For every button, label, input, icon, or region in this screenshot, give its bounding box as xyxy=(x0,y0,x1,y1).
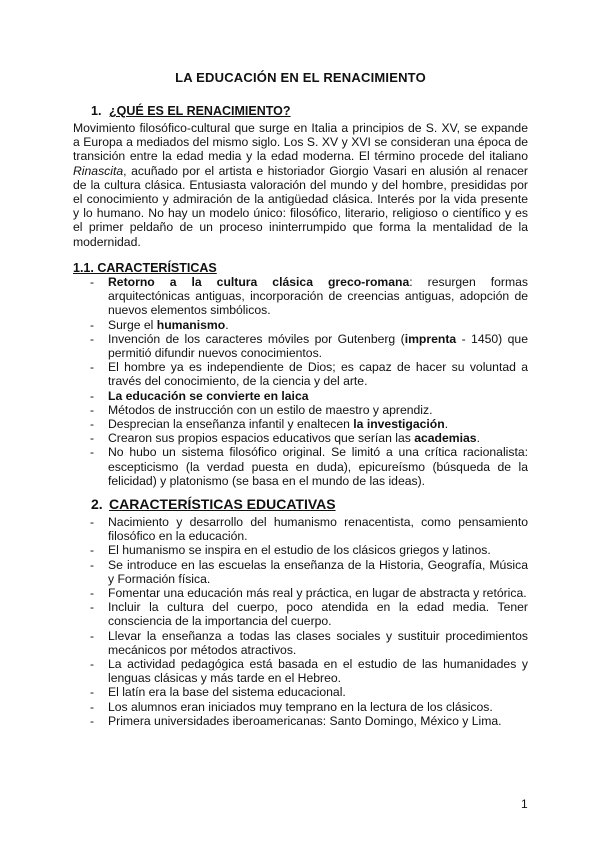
item-text: El hombre ya es independiente de Dios; es capaz de hacer su voluntad a través del conocimiento, de la ciencia y del arte. xyxy=(108,360,528,389)
list-item xyxy=(85,714,528,728)
bullet-dash: - xyxy=(90,402,95,417)
bullet-dash: - xyxy=(90,445,95,460)
section-1-title: ¿QUÉ ES EL RENACIMIENTO? xyxy=(109,104,291,118)
bullet-dash: - xyxy=(90,657,95,672)
bullet-dash: - xyxy=(90,388,95,403)
item-text: . xyxy=(225,317,229,332)
bullet-dash: - xyxy=(90,331,95,346)
list-item xyxy=(85,685,528,699)
bullet-dash: - xyxy=(90,515,95,529)
item-bold: humanismo xyxy=(156,317,226,332)
section-2-heading xyxy=(91,497,336,511)
list-item xyxy=(85,403,528,417)
item-bold: imprenta xyxy=(404,331,457,346)
bullet-dash: - xyxy=(90,417,95,432)
paragraph-text-b: , acuñado por el artista e historiador Giorgio Vasari en alusión al renacer de la cultura clásica. Entusiasta valoración del mundo y del hombre, presididas por el conocimiento y admiración de la antigüedad clásica. Interés por la vida presente y lo humano. No hay un modelo único: filosófico, literario, religioso o científico y es el primer peldaño de un proceso ininterrumpido que forma la mentalidad de la modernidad. xyxy=(73,163,528,249)
list-item xyxy=(85,700,528,714)
item-bold: La educación se convierte en laica xyxy=(108,388,309,403)
item-text: Surge el xyxy=(108,317,157,332)
list-item xyxy=(85,558,528,586)
educational-characteristics-list xyxy=(85,515,528,728)
list-item xyxy=(85,657,528,685)
list-item xyxy=(85,543,528,557)
bullet-dash: - xyxy=(90,275,95,289)
item-text: Nacimiento y desarrollo del humanismo renacentista, como pensamiento filosófico en la educación. xyxy=(108,515,528,544)
item-text: Métodos de instrucción con un estilo de maestro y aprendiz. xyxy=(108,402,433,417)
bullet-dash: - xyxy=(90,360,95,375)
list-item xyxy=(85,515,528,543)
document-title: LA EDUCACIÓN EN EL RENACIMIENTO xyxy=(175,70,426,85)
section-1-number: 1. xyxy=(91,104,102,118)
item-text: Desprecian la enseñanza infantil y enaltecen xyxy=(108,417,354,432)
paragraph-text-a: Movimiento filosófico-cultural que surge en Italia a principios de S. XV, se expande a Europa a mediados del mismo siglo. Los S. XV y XVI se consideran una época de transición entre la edad media y la edad moderna. El término procede del italiano xyxy=(73,121,528,164)
item-text: Incluir la cultura del cuerpo, poco atendida en la edad media. Tener consciencia de la importancia del cuerpo. xyxy=(108,600,528,629)
bullet-dash: - xyxy=(90,628,95,643)
list-item xyxy=(85,318,528,332)
paragraph-italic-term: Rinascita xyxy=(73,163,124,178)
bullet-dash: - xyxy=(90,685,95,700)
list-item xyxy=(85,332,528,360)
item-text: - 1450) que permitió difundir nuevos conocimientos. xyxy=(108,331,528,361)
item-bold: la investigación xyxy=(353,417,445,432)
item-text: . xyxy=(476,431,480,446)
item-text: Se introduce en las escuelas la enseñanza de la Historia, Geografía, Música y Formación física. xyxy=(108,557,528,586)
list-item xyxy=(85,600,528,628)
item-text: Fomentar una educación más real y práctica, en lugar de abstracta y retórica. xyxy=(108,586,527,601)
item-text: El latín era la base del sistema educacional. xyxy=(108,685,346,700)
page-number: 1 xyxy=(521,797,528,811)
item-text: : resurgen formas arquitectónicas antiguas, incorporación de creencias antiguas, adopción de nuevos elementos simbólicos. xyxy=(108,275,528,318)
list-item xyxy=(85,389,528,403)
list-item xyxy=(85,275,528,318)
bullet-dash: - xyxy=(90,713,95,728)
list-item xyxy=(85,586,528,600)
list-item xyxy=(85,417,528,431)
bullet-dash: - xyxy=(90,600,95,615)
section-2-number: 2. xyxy=(91,496,103,512)
bullet-dash: - xyxy=(90,431,95,446)
bullet-dash: - xyxy=(90,317,95,332)
item-bold: academias xyxy=(414,431,477,446)
list-item xyxy=(85,445,528,488)
item-text: Invención de los caracteres móviles por Gutenberg ( xyxy=(108,331,405,346)
list-item xyxy=(85,629,528,657)
item-text: . xyxy=(444,417,449,432)
bullet-dash: - xyxy=(90,543,95,558)
bullet-dash: - xyxy=(90,586,95,601)
item-text: No hubo un sistema filosófico original. Se limitó a una crítica racionalista: escepticismo (la verdad puesta en duda), epicureísmo (búsqueda de la felicidad) y platonismo (se basa en el mundo de las ideas). xyxy=(108,445,528,488)
section-2-title: CARACTERÍSTICAS EDUCATIVAS xyxy=(109,496,336,512)
item-text: Primera universidades iberoamericanas: Santo Domingo, México y Lima. xyxy=(108,713,502,728)
bullet-dash: - xyxy=(90,699,95,714)
item-text: Llevar la enseñanza a todas las clases sociales y sustituir procedimientos mecánicos por métodos atractivos. xyxy=(108,628,528,657)
item-text: El humanismo se inspira en el estudio de los clásicos griegos y latinos. xyxy=(108,543,491,558)
characteristics-list xyxy=(85,275,528,488)
bullet-dash: - xyxy=(90,557,95,572)
list-item xyxy=(85,360,528,388)
item-text: Los alumnos eran iniciados muy temprano en la lectura de los clásicos. xyxy=(108,699,493,714)
subsection-1-1-heading: 1.1. CARACTERÍSTICAS xyxy=(73,261,217,275)
item-text: La actividad pedagógica está basada en el estudio de las humanidades y lenguas clásicas y más tarde en el Hebreo. xyxy=(108,657,528,686)
list-item xyxy=(85,431,528,445)
section-1-heading xyxy=(91,104,291,118)
section-1-paragraph xyxy=(73,121,528,249)
item-bold: Retorno a la cultura clásica greco-romana xyxy=(108,275,410,289)
item-text: Crearon sus propios espacios educativos que serían las xyxy=(108,431,415,446)
